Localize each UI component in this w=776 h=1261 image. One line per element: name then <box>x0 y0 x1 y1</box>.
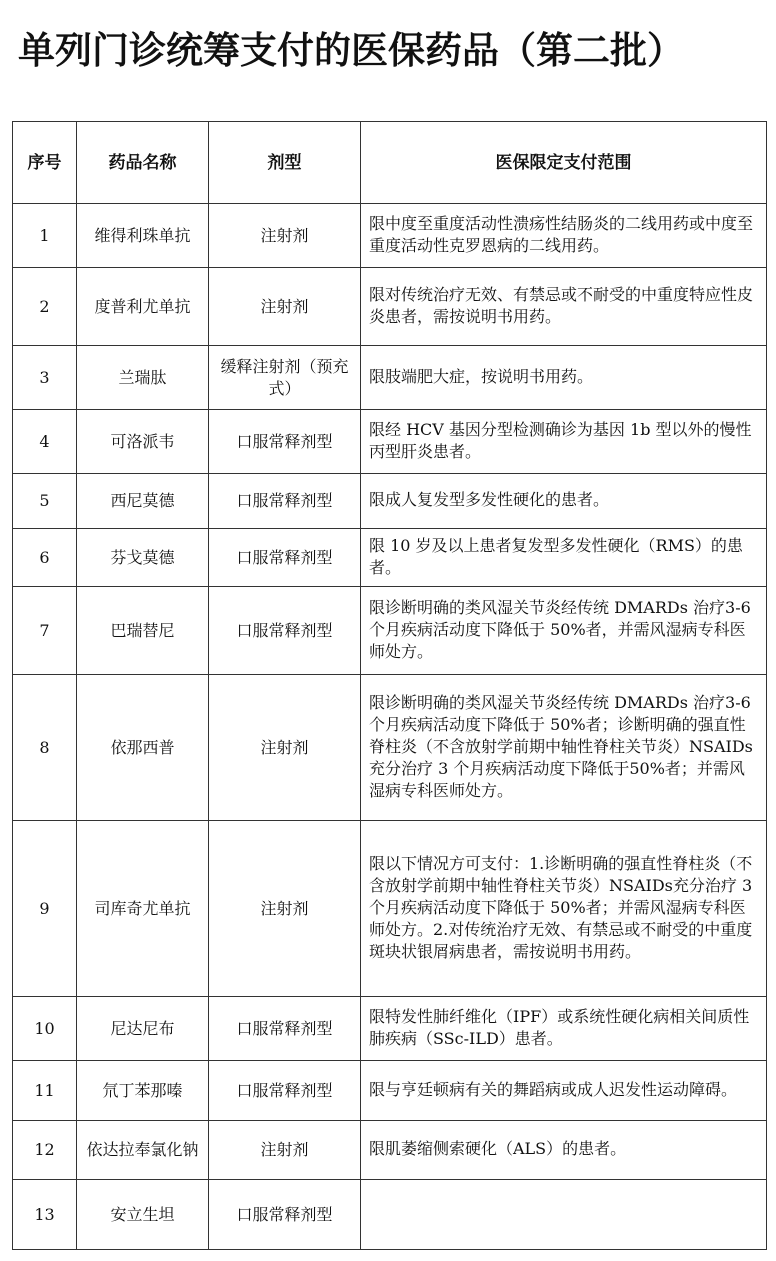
row-dosage-form: 注射剂 <box>209 268 361 346</box>
row-num: 7 <box>13 587 77 675</box>
row-drug-name: 维得利珠单抗 <box>77 204 209 268</box>
table-row <box>13 1180 767 1250</box>
table-row <box>13 204 767 268</box>
table-header-row <box>13 122 767 204</box>
row-payment-scope: 限诊断明确的类风湿关节炎经传统 DMARDs 治疗3-6个月疾病活动度下降低于 50%者；诊断明确的强直性脊柱炎（不含放射学前期中轴性脊柱关节炎）NSAIDs 充分治疗 3 个月疾病活动度下降低于50%者；并需风湿病专科医师处方。 <box>361 675 767 821</box>
table-row <box>13 410 767 474</box>
document-title: 单列门诊统筹支付的医保药品（第二批） <box>18 29 684 72</box>
row-num: 11 <box>13 1061 77 1121</box>
row-drug-name: 巴瑞替尼 <box>77 587 209 675</box>
table-row <box>13 997 767 1061</box>
row-drug-name: 度普利尤单抗 <box>77 268 209 346</box>
header-num: 序号 <box>13 122 77 204</box>
row-payment-scope: 限以下情况方可支付：1.诊断明确的强直性脊柱炎（不含放射学前期中轴性脊柱关节炎）NSAIDs充分治疗 3 个月疾病活动度下降低于 50%者；并需风湿病专科医师处方。2.对传统治疗无效、有禁忌或不耐受的中重度斑块状银屑病患者，需按说明书用药。 <box>361 821 767 997</box>
row-dosage-form: 注射剂 <box>209 204 361 268</box>
row-drug-name: 西尼莫德 <box>77 474 209 529</box>
table-row <box>13 821 767 997</box>
table-row <box>13 268 767 346</box>
row-drug-name: 氘丁苯那嗪 <box>77 1061 209 1121</box>
header-name: 药品名称 <box>77 122 209 204</box>
row-num: 10 <box>13 997 77 1061</box>
row-dosage-form: 缓释注射剂（预充式） <box>209 346 361 410</box>
row-dosage-form: 口服常释剂型 <box>209 529 361 587</box>
row-payment-scope: 限与亨廷顿病有关的舞蹈病或成人迟发性运动障碍。 <box>361 1061 767 1121</box>
row-payment-scope: 限肢端肥大症，按说明书用药。 <box>361 346 767 410</box>
row-payment-scope: 限 10 岁及以上患者复发型多发性硬化（RMS）的患者。 <box>361 529 767 587</box>
table-row <box>13 675 767 821</box>
row-payment-scope <box>361 1180 767 1250</box>
table-row <box>13 587 767 675</box>
row-dosage-form: 注射剂 <box>209 1121 361 1180</box>
row-payment-scope: 限特发性肺纤维化（IPF）或系统性硬化病相关间质性肺疾病（SSc-ILD）患者。 <box>361 997 767 1061</box>
header-scope: 医保限定支付范围 <box>361 122 767 204</box>
row-dosage-form: 注射剂 <box>209 675 361 821</box>
row-dosage-form: 注射剂 <box>209 821 361 997</box>
row-num: 6 <box>13 529 77 587</box>
row-num: 4 <box>13 410 77 474</box>
row-payment-scope: 限成人复发型多发性硬化的患者。 <box>361 474 767 529</box>
row-payment-scope: 限中度至重度活动性溃疡性结肠炎的二线用药或中度至重度活动性克罗恩病的二线用药。 <box>361 204 767 268</box>
row-dosage-form: 口服常释剂型 <box>209 1180 361 1250</box>
row-num: 1 <box>13 204 77 268</box>
row-dosage-form: 口服常释剂型 <box>209 997 361 1061</box>
row-drug-name: 兰瑞肽 <box>77 346 209 410</box>
table-row <box>13 1121 767 1180</box>
row-num: 5 <box>13 474 77 529</box>
row-num: 9 <box>13 821 77 997</box>
row-num: 3 <box>13 346 77 410</box>
row-dosage-form: 口服常释剂型 <box>209 474 361 529</box>
row-payment-scope: 限诊断明确的类风湿关节炎经传统 DMARDs 治疗3-6个月疾病活动度下降低于 50%者，并需风湿病专科医师处方。 <box>361 587 767 675</box>
row-num: 2 <box>13 268 77 346</box>
row-payment-scope: 限对传统治疗无效、有禁忌或不耐受的中重度特应性皮炎患者，需按说明书用药。 <box>361 268 767 346</box>
table-row <box>13 346 767 410</box>
row-dosage-form: 口服常释剂型 <box>209 1061 361 1121</box>
table-row <box>13 529 767 587</box>
table-row <box>13 1061 767 1121</box>
table-row <box>13 474 767 529</box>
row-payment-scope: 限肌萎缩侧索硬化（ALS）的患者。 <box>361 1121 767 1180</box>
row-drug-name: 可洛派韦 <box>77 410 209 474</box>
row-drug-name: 芬戈莫德 <box>77 529 209 587</box>
row-payment-scope: 限经 HCV 基因分型检测确诊为基因 1b 型以外的慢性丙型肝炎患者。 <box>361 410 767 474</box>
drug-table <box>12 121 767 1250</box>
row-num: 12 <box>13 1121 77 1180</box>
row-num: 8 <box>13 675 77 821</box>
row-dosage-form: 口服常释剂型 <box>209 587 361 675</box>
row-drug-name: 依那西普 <box>77 675 209 821</box>
row-drug-name: 司库奇尤单抗 <box>77 821 209 997</box>
row-drug-name: 依达拉奉氯化钠 <box>77 1121 209 1180</box>
header-form: 剂型 <box>209 122 361 204</box>
row-num: 13 <box>13 1180 77 1250</box>
row-drug-name: 尼达尼布 <box>77 997 209 1061</box>
row-drug-name: 安立生坦 <box>77 1180 209 1250</box>
row-dosage-form: 口服常释剂型 <box>209 410 361 474</box>
